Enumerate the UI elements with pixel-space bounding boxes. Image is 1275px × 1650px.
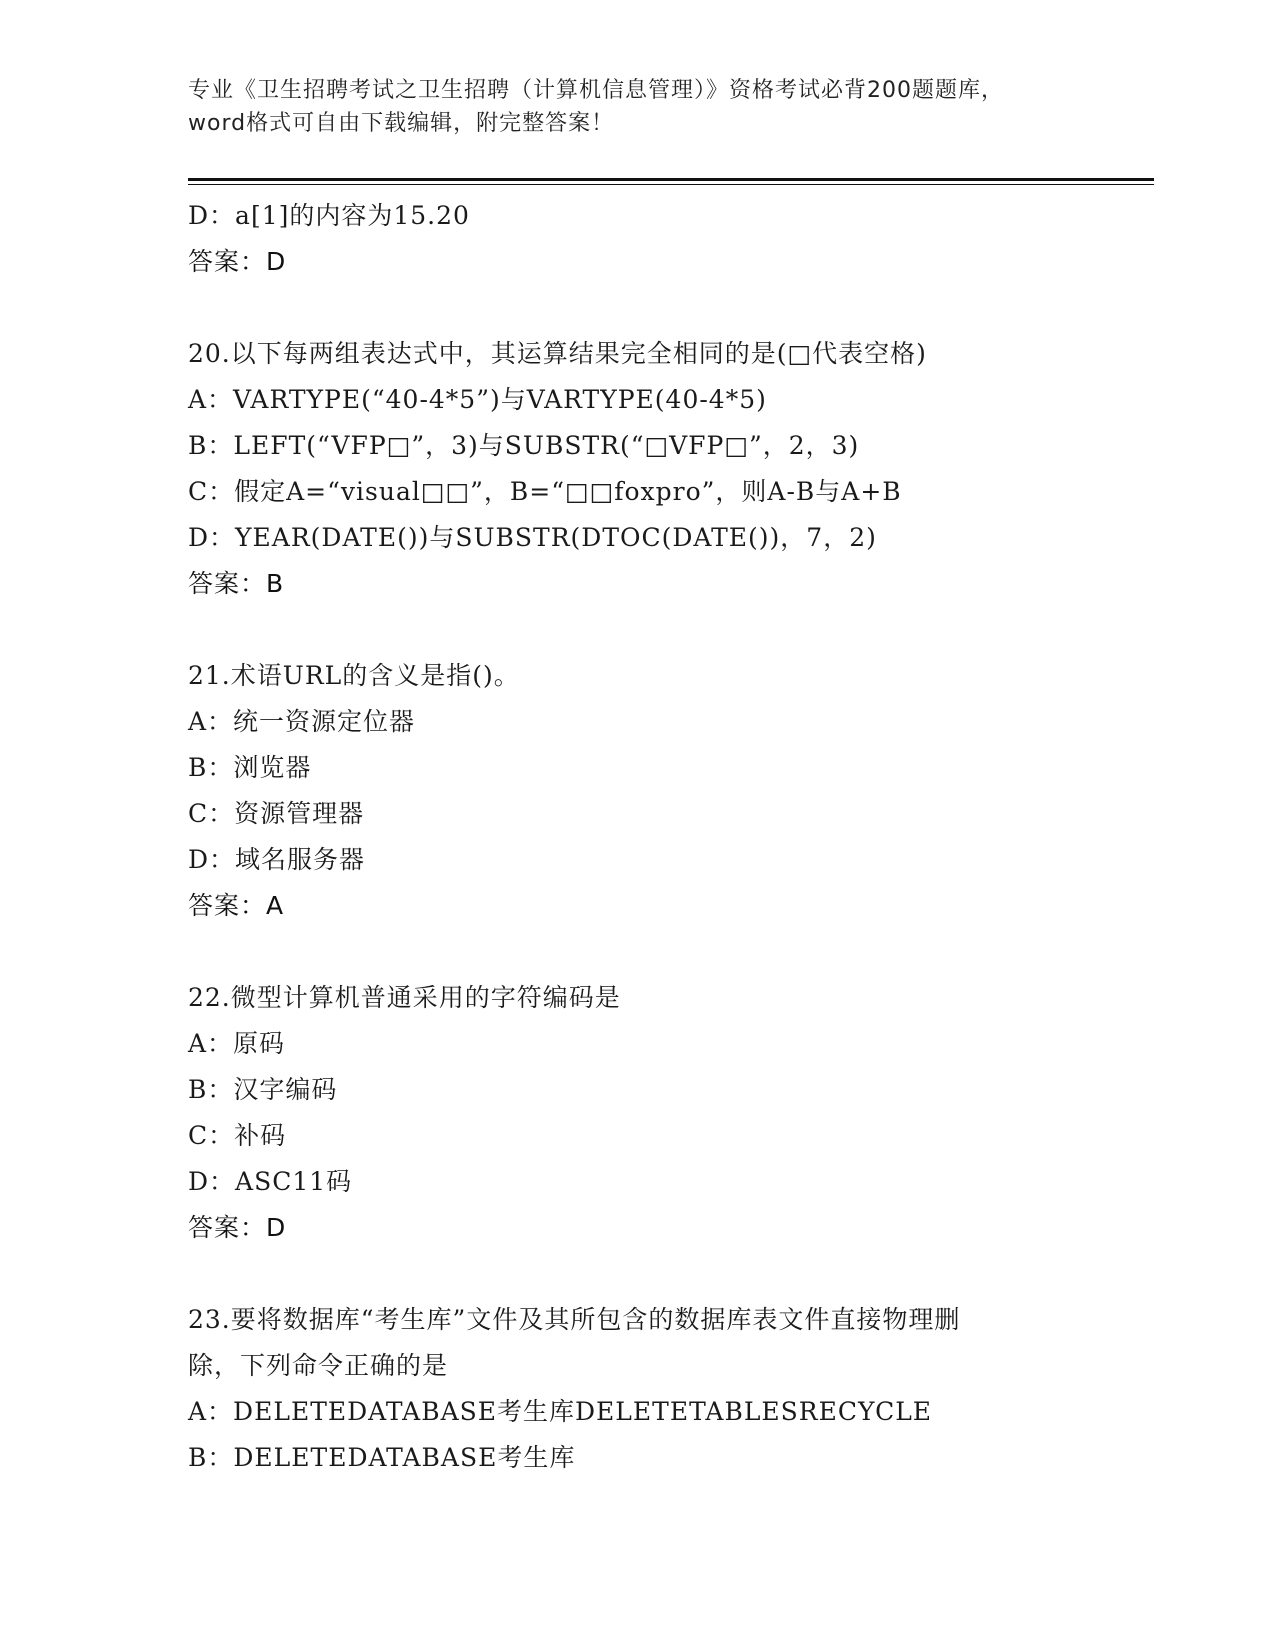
q22-option-a: A：原码 <box>188 1029 286 1058</box>
q23-option-b: B：DELETEDATABASE考生库 <box>188 1443 576 1472</box>
q21-option-d: D：域名服务器 <box>188 845 366 874</box>
header-title-line-1: 专业《卫生招聘考试之卫生招聘（计算机信息管理）》资格考试必背200题题库， <box>188 78 1004 103</box>
header-divider-thick <box>188 178 1154 181</box>
question-list <box>188 193 1088 1481</box>
q21-answer: 答案：A <box>188 891 285 920</box>
spacer <box>188 1251 1088 1297</box>
prev-answer: 答案：D <box>188 247 287 276</box>
spacer <box>188 929 1088 975</box>
header-divider-thin <box>188 184 1154 185</box>
q21-option-a: A：统一资源定位器 <box>188 707 416 736</box>
q23-option-a: A：DELETEDATABASE考生库DELETETABLESRECYCLE <box>188 1397 933 1426</box>
spacer <box>188 285 1088 331</box>
q20-option-d: D：YEAR(DATE())与SUBSTR(DTOC(DATE())，7，2) <box>188 523 877 552</box>
spacer <box>188 607 1088 653</box>
q22-option-d: D：ASC11码 <box>188 1167 353 1196</box>
q22-option-b: B：汉字编码 <box>188 1075 338 1104</box>
q21-stem: 21.术语URL的含义是指()。 <box>188 661 520 690</box>
q20-option-b: B：LEFT(“VFP□”，3)与SUBSTR(“□VFP□”，2，3) <box>188 431 860 460</box>
prev-option-d: D：a[1]的内容为15.20 <box>188 201 470 230</box>
q21-option-c: C：资源管理器 <box>188 799 365 828</box>
q23-stem-line-1: 23.要将数据库“考生库”文件及其所包含的数据库表文件直接物理删 <box>188 1305 961 1334</box>
q20-option-c: C：假定A=“visual□□”，B=“□□foxpro”，则A-B与A+B <box>188 477 902 506</box>
q22-option-c: C：补码 <box>188 1121 287 1150</box>
header-title-line-2: word格式可自由下载编辑，附完整答案！ <box>188 111 615 136</box>
q20-stem: 20.以下每两组表达式中，其运算结果完全相同的是(□代表空格) <box>188 339 927 368</box>
q22-stem: 22.微型计算机普通采用的字符编码是 <box>188 983 621 1012</box>
q22-answer: 答案：D <box>188 1213 287 1242</box>
q21-option-b: B：浏览器 <box>188 753 312 782</box>
q20-option-a: A：VARTYPE(“40-4*5”)与VARTYPE(40-4*5) <box>188 385 767 414</box>
q20-answer: 答案：B <box>188 569 285 598</box>
q23-stem-line-2: 除，下列命令正确的是 <box>188 1351 449 1380</box>
document-header <box>188 74 1088 140</box>
